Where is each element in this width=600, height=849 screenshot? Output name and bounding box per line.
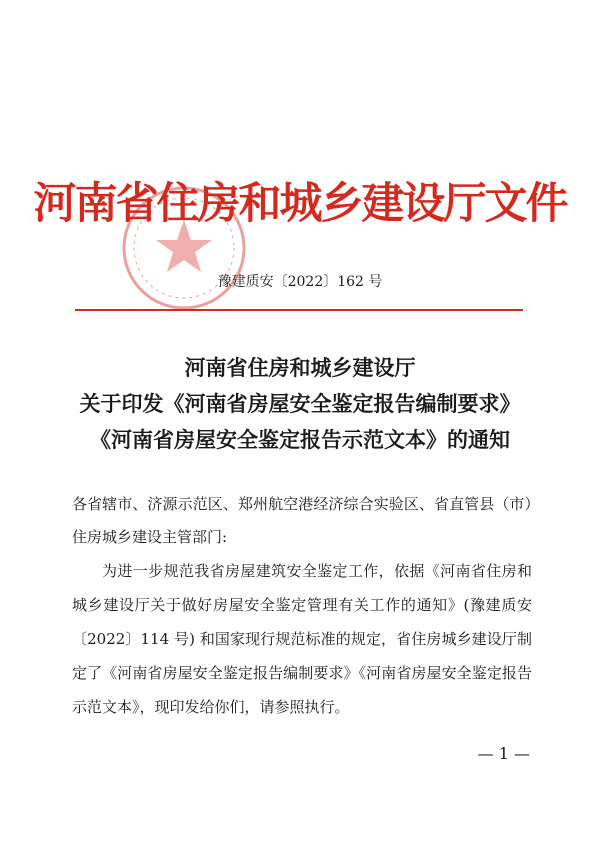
addressee: 各省辖市、济源示范区、郑州航空港经济综合实验区、省直管县（市）住房城乡建设主管部门: [72,495,532,546]
header-red-rule [75,309,523,311]
notice-title [0,350,600,458]
issuing-authority-title: 河南省住房和城乡建设厅文件 [33,179,567,229]
body-paragraph: 为进一步规范我省房屋建筑安全鉴定工作，依据《河南省住房和城乡建设厅关于做好房屋安全鉴定管理有关工作的通知》(豫建质安〔2022〕114 号) 和国家现行规范标准的规定，省住房城乡建设厅制定了《河南省房屋安全鉴定报告编制要求》《河南省房屋安全鉴定报告示范文本》，现印发给你们，请参照执行。 [72,562,532,716]
notice-title-line: 关于印发《河南省房屋安全鉴定报告编制要求》 [79,391,521,416]
page-number: — 1 — [477,744,530,763]
notice-title-line: 《河南省房屋安全鉴定报告示范文本》的通知 [90,427,510,452]
document-number: 豫建质安〔2022〕162 号 [217,274,383,290]
notice-title-line: 河南省住房和城乡建设厅 [184,355,416,380]
